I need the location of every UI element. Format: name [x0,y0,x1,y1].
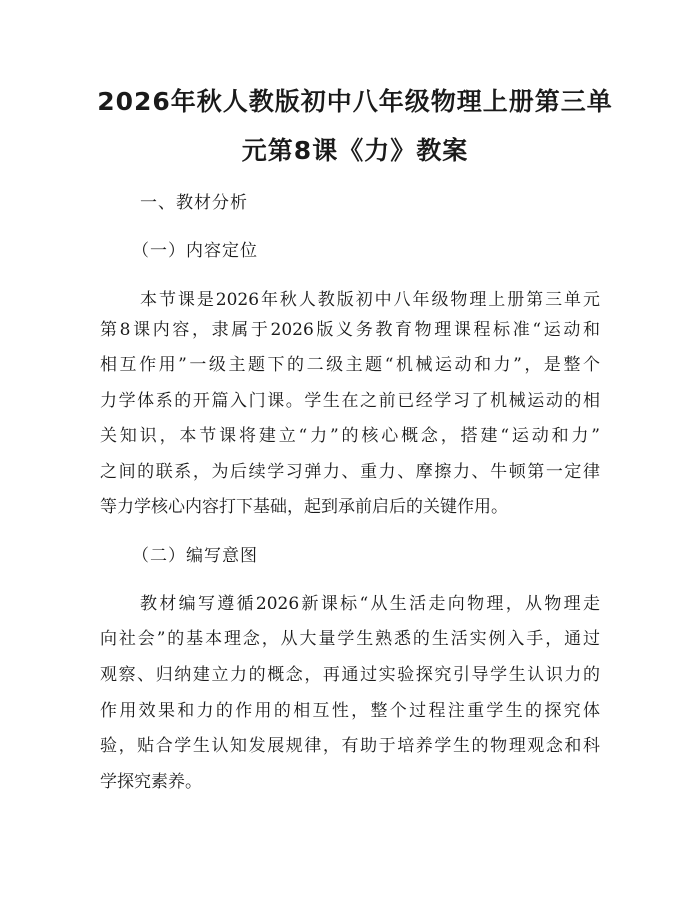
paragraph-line: 之间的联系，为后续学习弹力、重力、摩擦力、牛顿第一定律 [100,462,600,482]
paragraph-line: 关知识，本节课将建立“力”的核心概念，搭建“运动和力” [100,426,600,446]
paragraph-line: 学探究素养。 [100,772,202,792]
paragraph-line: 观察、归纳建立力的概念，再通过实验探究引导学生认识力的 [100,665,600,685]
paragraph-line: 教材编写遵循2026新课标“从生活走向物理，从物理走 [140,594,600,614]
paragraph-line: 第8课内容，隶属于2026版义务教育物理课程标准“运动和 [100,320,600,340]
subsection-heading-writing-intent: （二）编写意图 [132,546,258,566]
paragraph-line: 力学体系的开篇入门课。学生在之前已经学习了机械运动的相 [100,391,600,411]
paragraph-line: 相互作用”一级主题下的二级主题“机械运动和力”，是整个 [100,355,600,375]
paragraph-line: 本节课是2026年秋人教版初中八年级物理上册第三单元 [140,290,600,310]
document-title-line-1: 2026年秋人教版初中八年级物理上册第三单 [97,87,613,116]
subsection-heading-content-positioning: （一）内容定位 [132,241,258,261]
paragraph-line: 验，贴合学生认知发展规律，有助于培养学生的物理观念和科 [100,736,600,756]
paragraph-line: 作用效果和力的作用的相互性，整个过程注重学生的探究体 [100,701,600,721]
paragraph-line: 向社会”的基本理念，从大量学生熟悉的生活实例入手，通过 [100,629,600,649]
section-heading-teaching-material-analysis: 一、教材分析 [140,193,248,213]
paragraph-line: 等力学核心内容打下基础，起到承前启后的关键作用。 [100,497,508,517]
document-title-line-2: 元第8课《力》教案 [241,136,469,165]
